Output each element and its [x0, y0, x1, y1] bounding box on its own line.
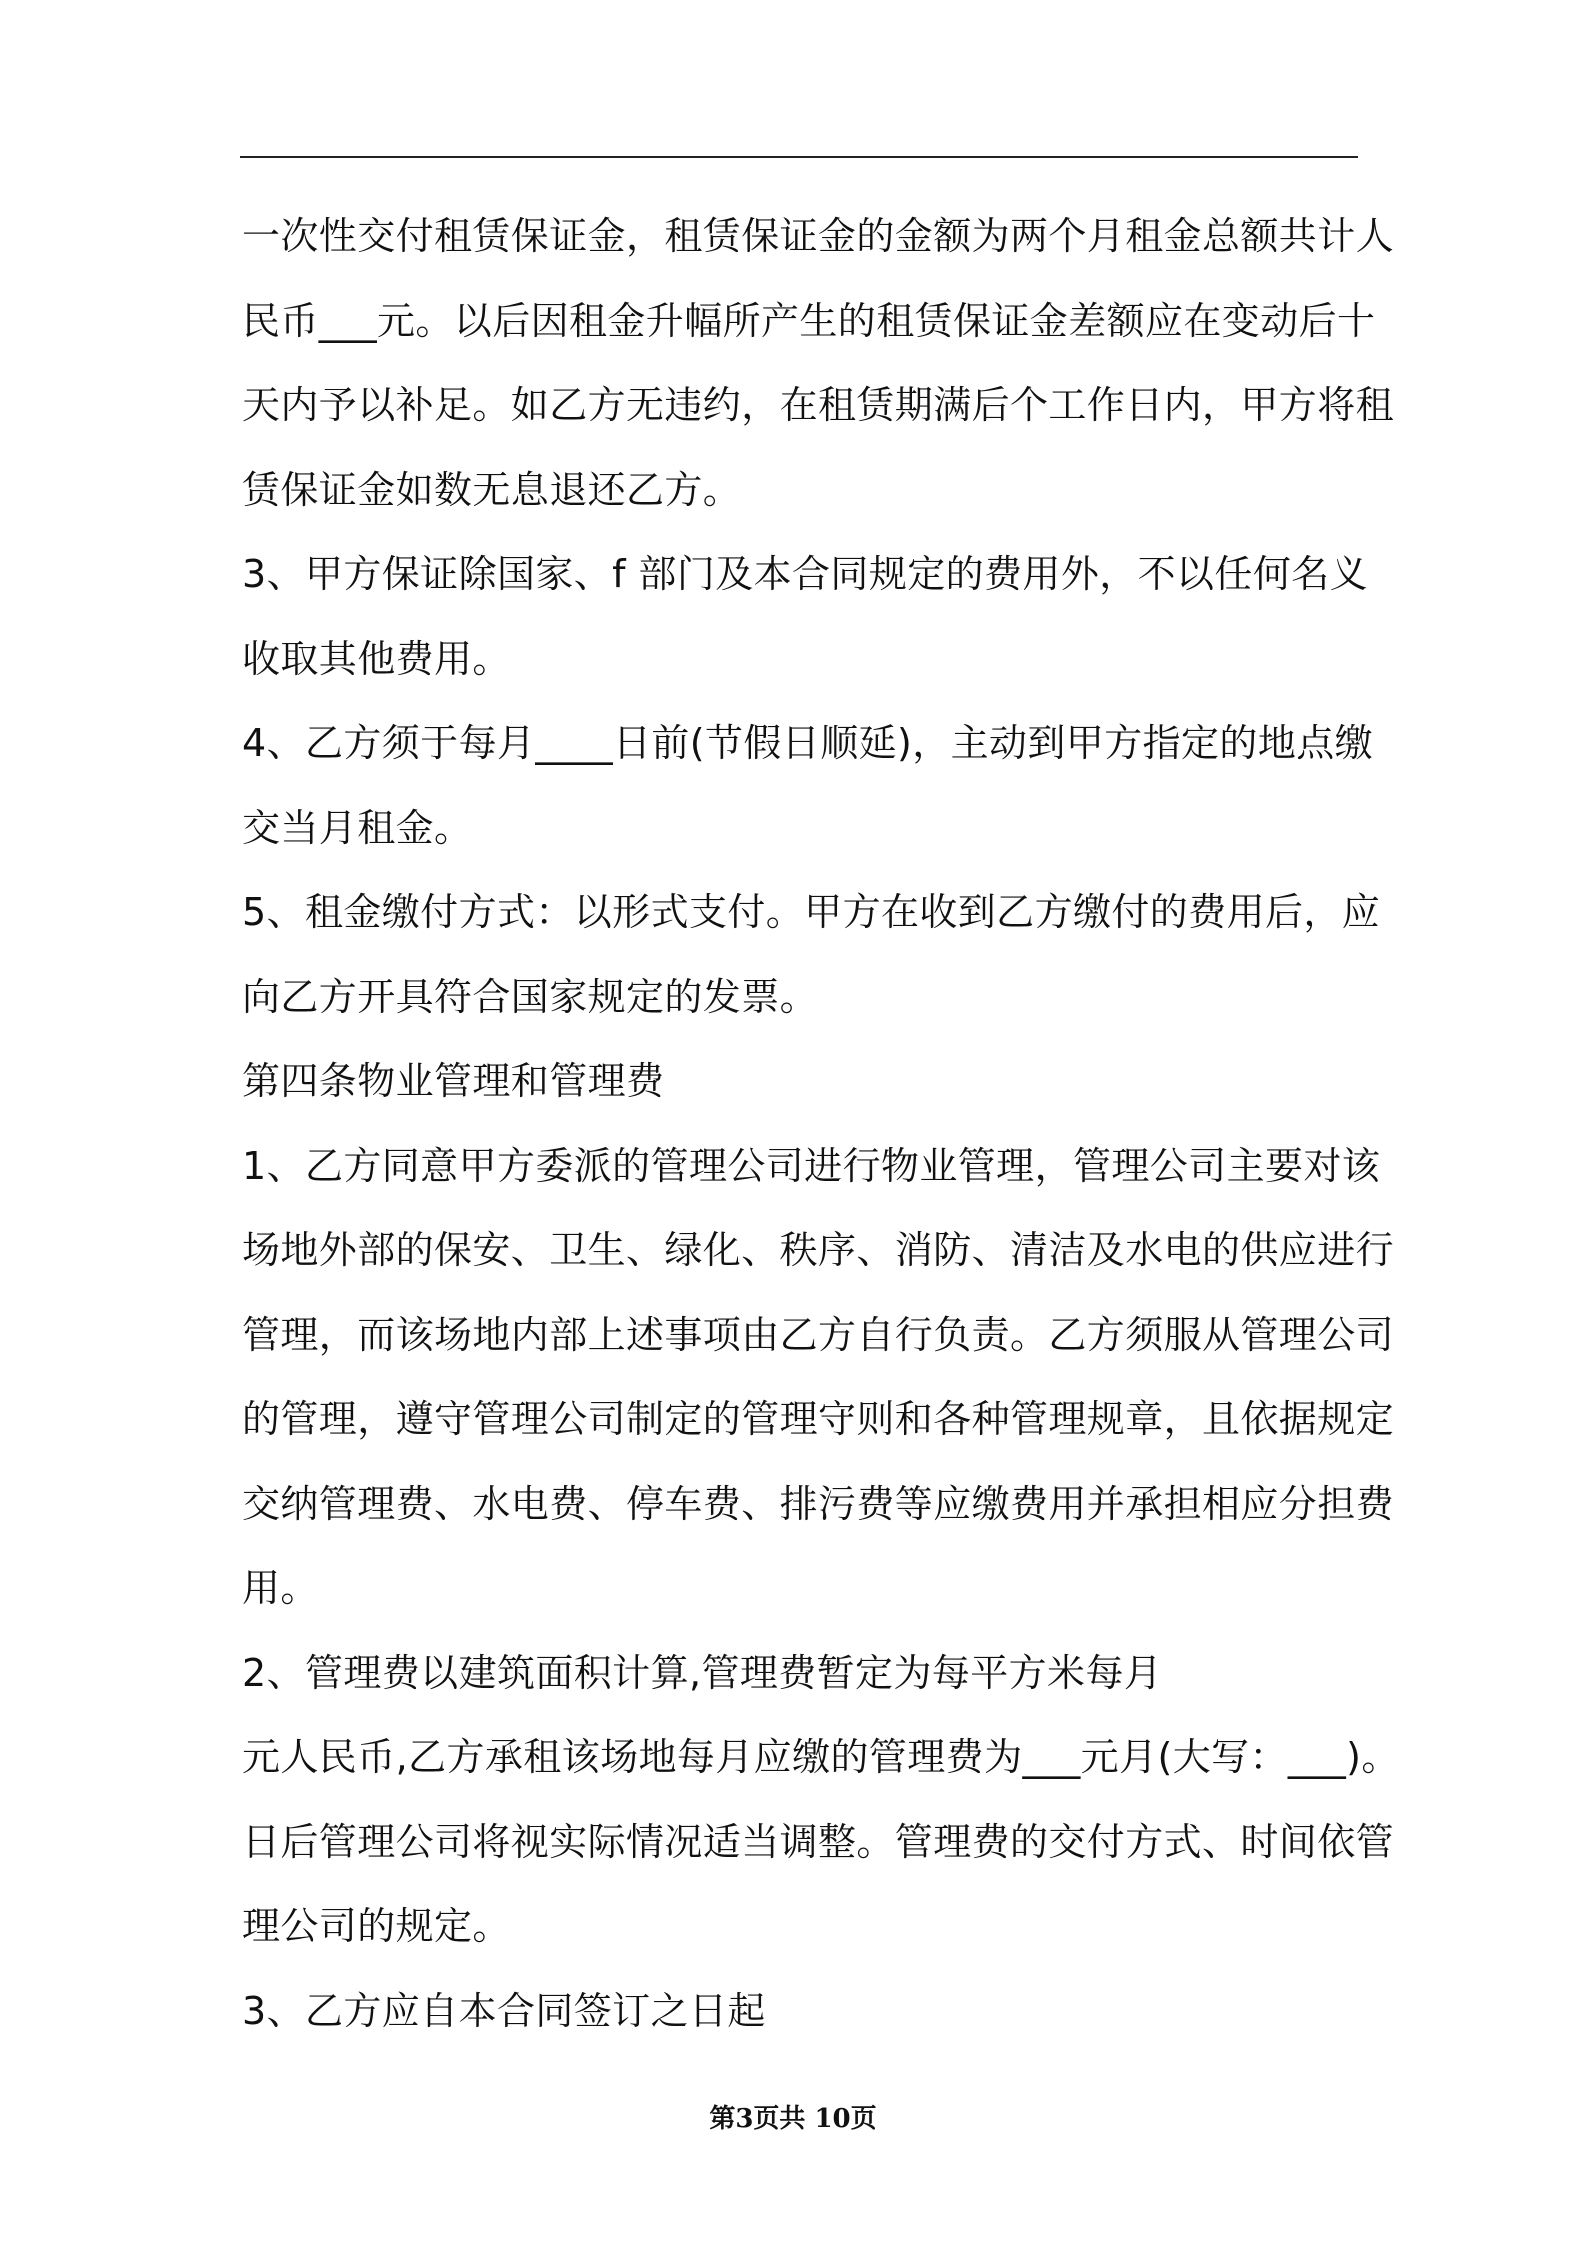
text-line: 5、租金缴付方式：以形式支付。甲方在收到乙方缴付的费用后，应	[242, 890, 1381, 934]
text-line: 天内予以补足。如乙方无违约，在租赁期满后个工作日内，甲方将租	[242, 383, 1395, 427]
text-line: 赁保证金如数无息退还乙方。	[242, 467, 742, 512]
text-line: 向乙方开具符合国家规定的发票。	[242, 974, 819, 1019]
text-line: 2、管理费以建筑面积计算,管理费暂定为每平方米每月	[242, 1650, 1163, 1695]
text-line: 民币___元。以后因租金升幅所产生的租赁保证金差额应在变动后十	[242, 298, 1376, 343]
text-line: 一次性交付租赁保证金，租赁保证金的金额为两个月租金总额共计人	[242, 214, 1395, 258]
text-line: 3、乙方应自本合同签订之日起	[242, 1988, 766, 2033]
section-heading: 第四条物业管理和管理费	[242, 1059, 665, 1103]
text-line: 日后管理公司将视实际情况适当调整。管理费的交付方式、时间依管	[242, 1819, 1395, 1864]
text-line: 用。	[242, 1566, 319, 1610]
text-line: 元人民币,乙方承租该场地每月应缴的管理费为___元月(大写：___)。	[242, 1735, 1400, 1779]
page-number: 第3页共 10页	[709, 2104, 877, 2134]
text-line: 收取其他费用。	[242, 636, 511, 681]
text-line: 管理，而该场地内部上述事项由乙方自行负责。乙方须服从管理公司	[242, 1312, 1395, 1357]
header-rule	[240, 156, 1358, 158]
text-line: 场地外部的保安、卫生、绿化、秩序、消防、清洁及水电的供应进行	[242, 1228, 1395, 1272]
text-line: 1、乙方同意甲方委派的管理公司进行物业管理，管理公司主要对该	[242, 1143, 1381, 1188]
contract-body	[242, 194, 1400, 2053]
text-line: 交当月租金。	[242, 805, 473, 850]
text-line: 4、乙方须于每月____日前(节假日顺延)，主动到甲方指定的地点缴	[242, 721, 1374, 765]
text-line: 3、甲方保证除国家、f 部门及本合同规定的费用外，不以任何名义	[242, 552, 1369, 596]
text-line: 的管理，遵守管理公司制定的管理守则和各种管理规章，且依据规定	[242, 1397, 1395, 1441]
text-line: 理公司的规定。	[242, 1904, 511, 1948]
text-line: 交纳管理费、水电费、停车费、排污费等应缴费用并承担相应分担费	[242, 1481, 1395, 1526]
